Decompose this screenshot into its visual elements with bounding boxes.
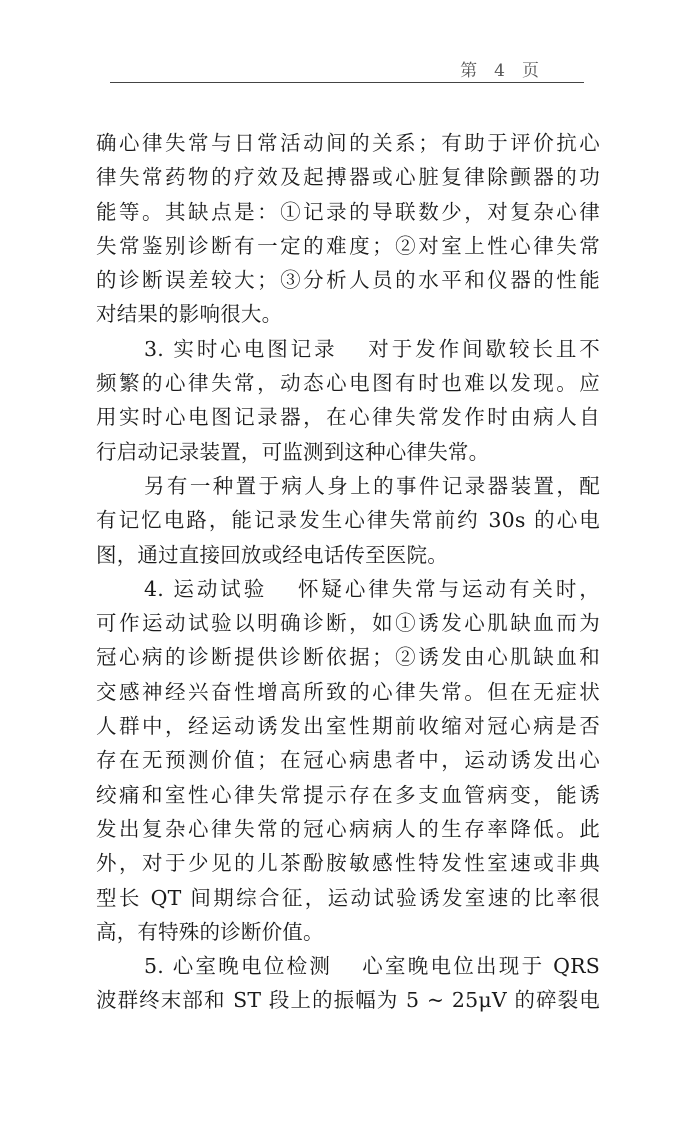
body-line: 行启动记录装置，可监测到这种心律失常。 — [96, 439, 490, 464]
body-line: 频繁的心律失常，动态心电图有时也难以发现。应 — [96, 371, 600, 396]
body-line: 人群中，经运动诱发出室性期前收缩对冠心病是否 — [96, 714, 600, 739]
section-heading: 3. 实时心电图记录 — [144, 336, 338, 361]
body-line: 能等。其缺点是：①记录的导联数少，对复杂心律 — [96, 199, 600, 224]
body-line: 对结果的影响很大。 — [96, 302, 283, 327]
body-line: 存在无预测价值；在冠心病患者中，运动诱发出心 — [96, 748, 600, 773]
section-text: 心室晚电位出现于 QRS — [360, 954, 601, 979]
page-number: 4 — [494, 61, 506, 81]
body-line: 确心律失常与日常活动间的关系；有助于评价抗心 — [96, 131, 600, 155]
body-line: 冠心病的诊断提供诊断依据；②诱发由心肌缺血和 — [96, 645, 600, 670]
page-number-label — [452, 56, 548, 81]
body-line: 有记忆电路，能记录发生心律失常前约 30s 的心电 — [96, 508, 600, 533]
section-first-line — [96, 572, 600, 606]
body-line: 发出复杂心律失常的冠心病病人的生存率降低。此 — [96, 816, 600, 841]
section-first-line — [96, 949, 600, 983]
body-line: 失常鉴别诊断有一定的难度；②对室上性心律失常 — [96, 233, 600, 258]
section-heading: 4. 运动试验 — [144, 576, 268, 601]
body-line: 波群终末部和 ST 段上的振幅为 5 ~ 25μV 的碎裂电 — [96, 988, 600, 1013]
body-line: 另有一种置于病人身上的事件记录器装置，配 — [144, 473, 600, 498]
page-prefix: 第 — [460, 61, 479, 81]
body-line: 的诊断误差较大；③分析人员的水平和仪器的性能 — [96, 268, 600, 293]
body-line: 外，对于少见的儿茶酚胺敏感性特发性室速或非典 — [96, 851, 600, 876]
body-line: 交感神经兴奋性增高所致的心律失常。但在无症状 — [96, 679, 600, 704]
section-text: 对于发作间歇较长且不 — [365, 336, 601, 361]
body-line: 可作运动试验以明确诊断，如①诱发心肌缺血而为 — [96, 611, 600, 636]
body-line: 律失常药物的疗效及起搏器或心脏复律除颤器的功 — [96, 165, 600, 190]
body-line: 绞痛和室性心律失常提示存在多支血管病变，能诱 — [96, 782, 600, 807]
body-line: 图，通过直接回放或经电话传至医院。 — [96, 542, 448, 567]
body-line: 高，有特殊的诊断价值。 — [96, 919, 324, 944]
page-suffix: 页 — [522, 61, 540, 81]
page-header — [110, 52, 584, 83]
section-text: 怀疑心律失常与运动有关时， — [295, 576, 600, 601]
body-line: 型长 QT 间期综合征，运动试验诱发室速的比率很 — [96, 885, 600, 910]
section-first-line — [96, 332, 600, 366]
document-body — [96, 126, 600, 1018]
body-line: 用实时心电图记录器，在心律失常发作时由病人自 — [96, 405, 600, 430]
section-heading: 5. 心室晚电位检测 — [144, 954, 333, 979]
